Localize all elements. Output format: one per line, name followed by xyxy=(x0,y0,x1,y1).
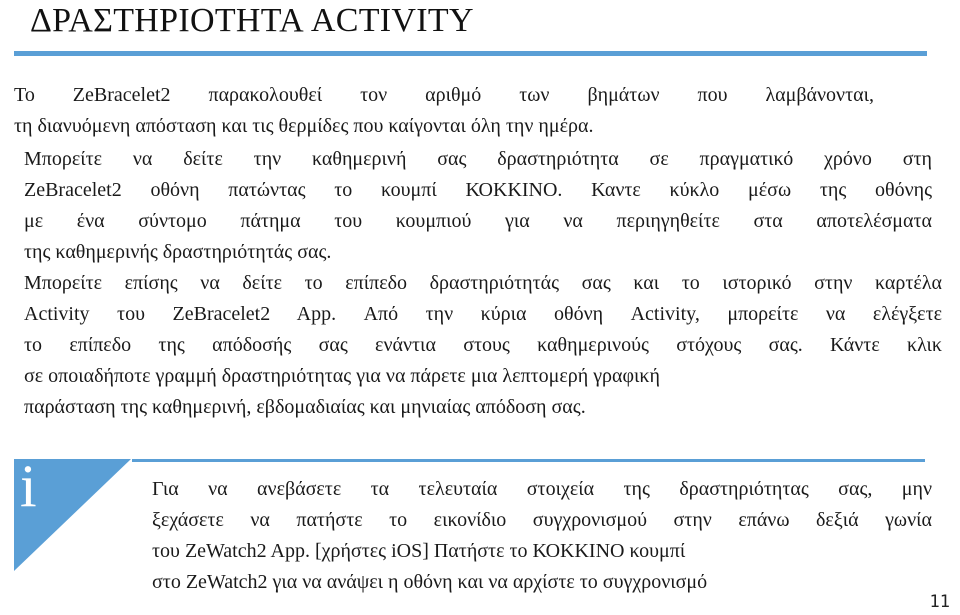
paragraph-realtime xyxy=(14,144,944,268)
text-line: τη διανυόμενη απόσταση και τις θερμίδες που καίγονται όλη την ημέρα. xyxy=(14,115,594,137)
paragraph-history xyxy=(14,268,944,423)
paragraph-steps xyxy=(14,80,944,142)
info-letter: i xyxy=(20,453,37,519)
text-line: Activity του ZeBracelet2 App. Από την κύρια οθόνη Activity, μπορείτε να ελέγξετε xyxy=(24,303,942,325)
text-line: Μπορείτε επίσης να δείτε το επίπεδο δραστηριότητάς σας και το ιστορικό στην καρτέλα xyxy=(24,272,942,294)
text-line: σε οποιαδήποτε γραμμή δραστηριότητας για να πάρετε μια λεπτομερή γραφική xyxy=(24,365,660,387)
info-line: στο ZeWatch2 για να ανάψει η οθόνη και να αρχίστε το συγχρονισμό xyxy=(152,571,708,593)
info-note xyxy=(152,474,932,598)
text-line: παράσταση της καθημερινή, εβδομαδιαίας και μηνιαίας απόδοση σας. xyxy=(24,396,586,418)
text-line: το επίπεδο της απόδοσής σας ενάντια στους καθημερινούς στόχους σας. Κάντε κλικ xyxy=(24,334,942,356)
body-text xyxy=(14,80,944,423)
page-number: 11 xyxy=(929,592,950,612)
page-title: ΔΡΑΣΤΗΡΙΟΤΗΤΑ ACTIVITY xyxy=(30,2,474,39)
info-line: του ZeWatch2 App. [χρήστες iOS] Πατήστε το ΚΟΚΚΙΝΟ κουμπί xyxy=(152,540,686,562)
info-divider xyxy=(132,459,925,462)
info-line: Για να ανεβάσετε τα τελευταία στοιχεία της δραστηριότητας σας, μην xyxy=(152,478,932,500)
info-line: ξεχάσετε να πατήστε το εικονίδιο συγχρονισμού στην επάνω δεξιά γωνία xyxy=(152,509,932,531)
text-line: με ένα σύντομο πάτημα του κουμπιού για να περιηγηθείτε στα αποτελέσματα xyxy=(24,210,932,232)
text-line: Μπορείτε να δείτε την καθημερινή σας δραστηριότητα σε πραγματικό χρόνο στη xyxy=(24,148,932,170)
text-line: ZeBracelet2 οθόνη πατώντας το κουμπί ΚΟΚΚΙΝΟ. Καντε κύκλο μέσω της οθόνης xyxy=(24,179,932,201)
text-line: Το ZeBracelet2 παρακολουθεί τον αριθμό των βημάτων που λαμβάνονται, xyxy=(14,84,874,106)
text-line: της καθημερινής δραστηριότητάς σας. xyxy=(24,241,332,263)
title-underline xyxy=(14,51,927,56)
